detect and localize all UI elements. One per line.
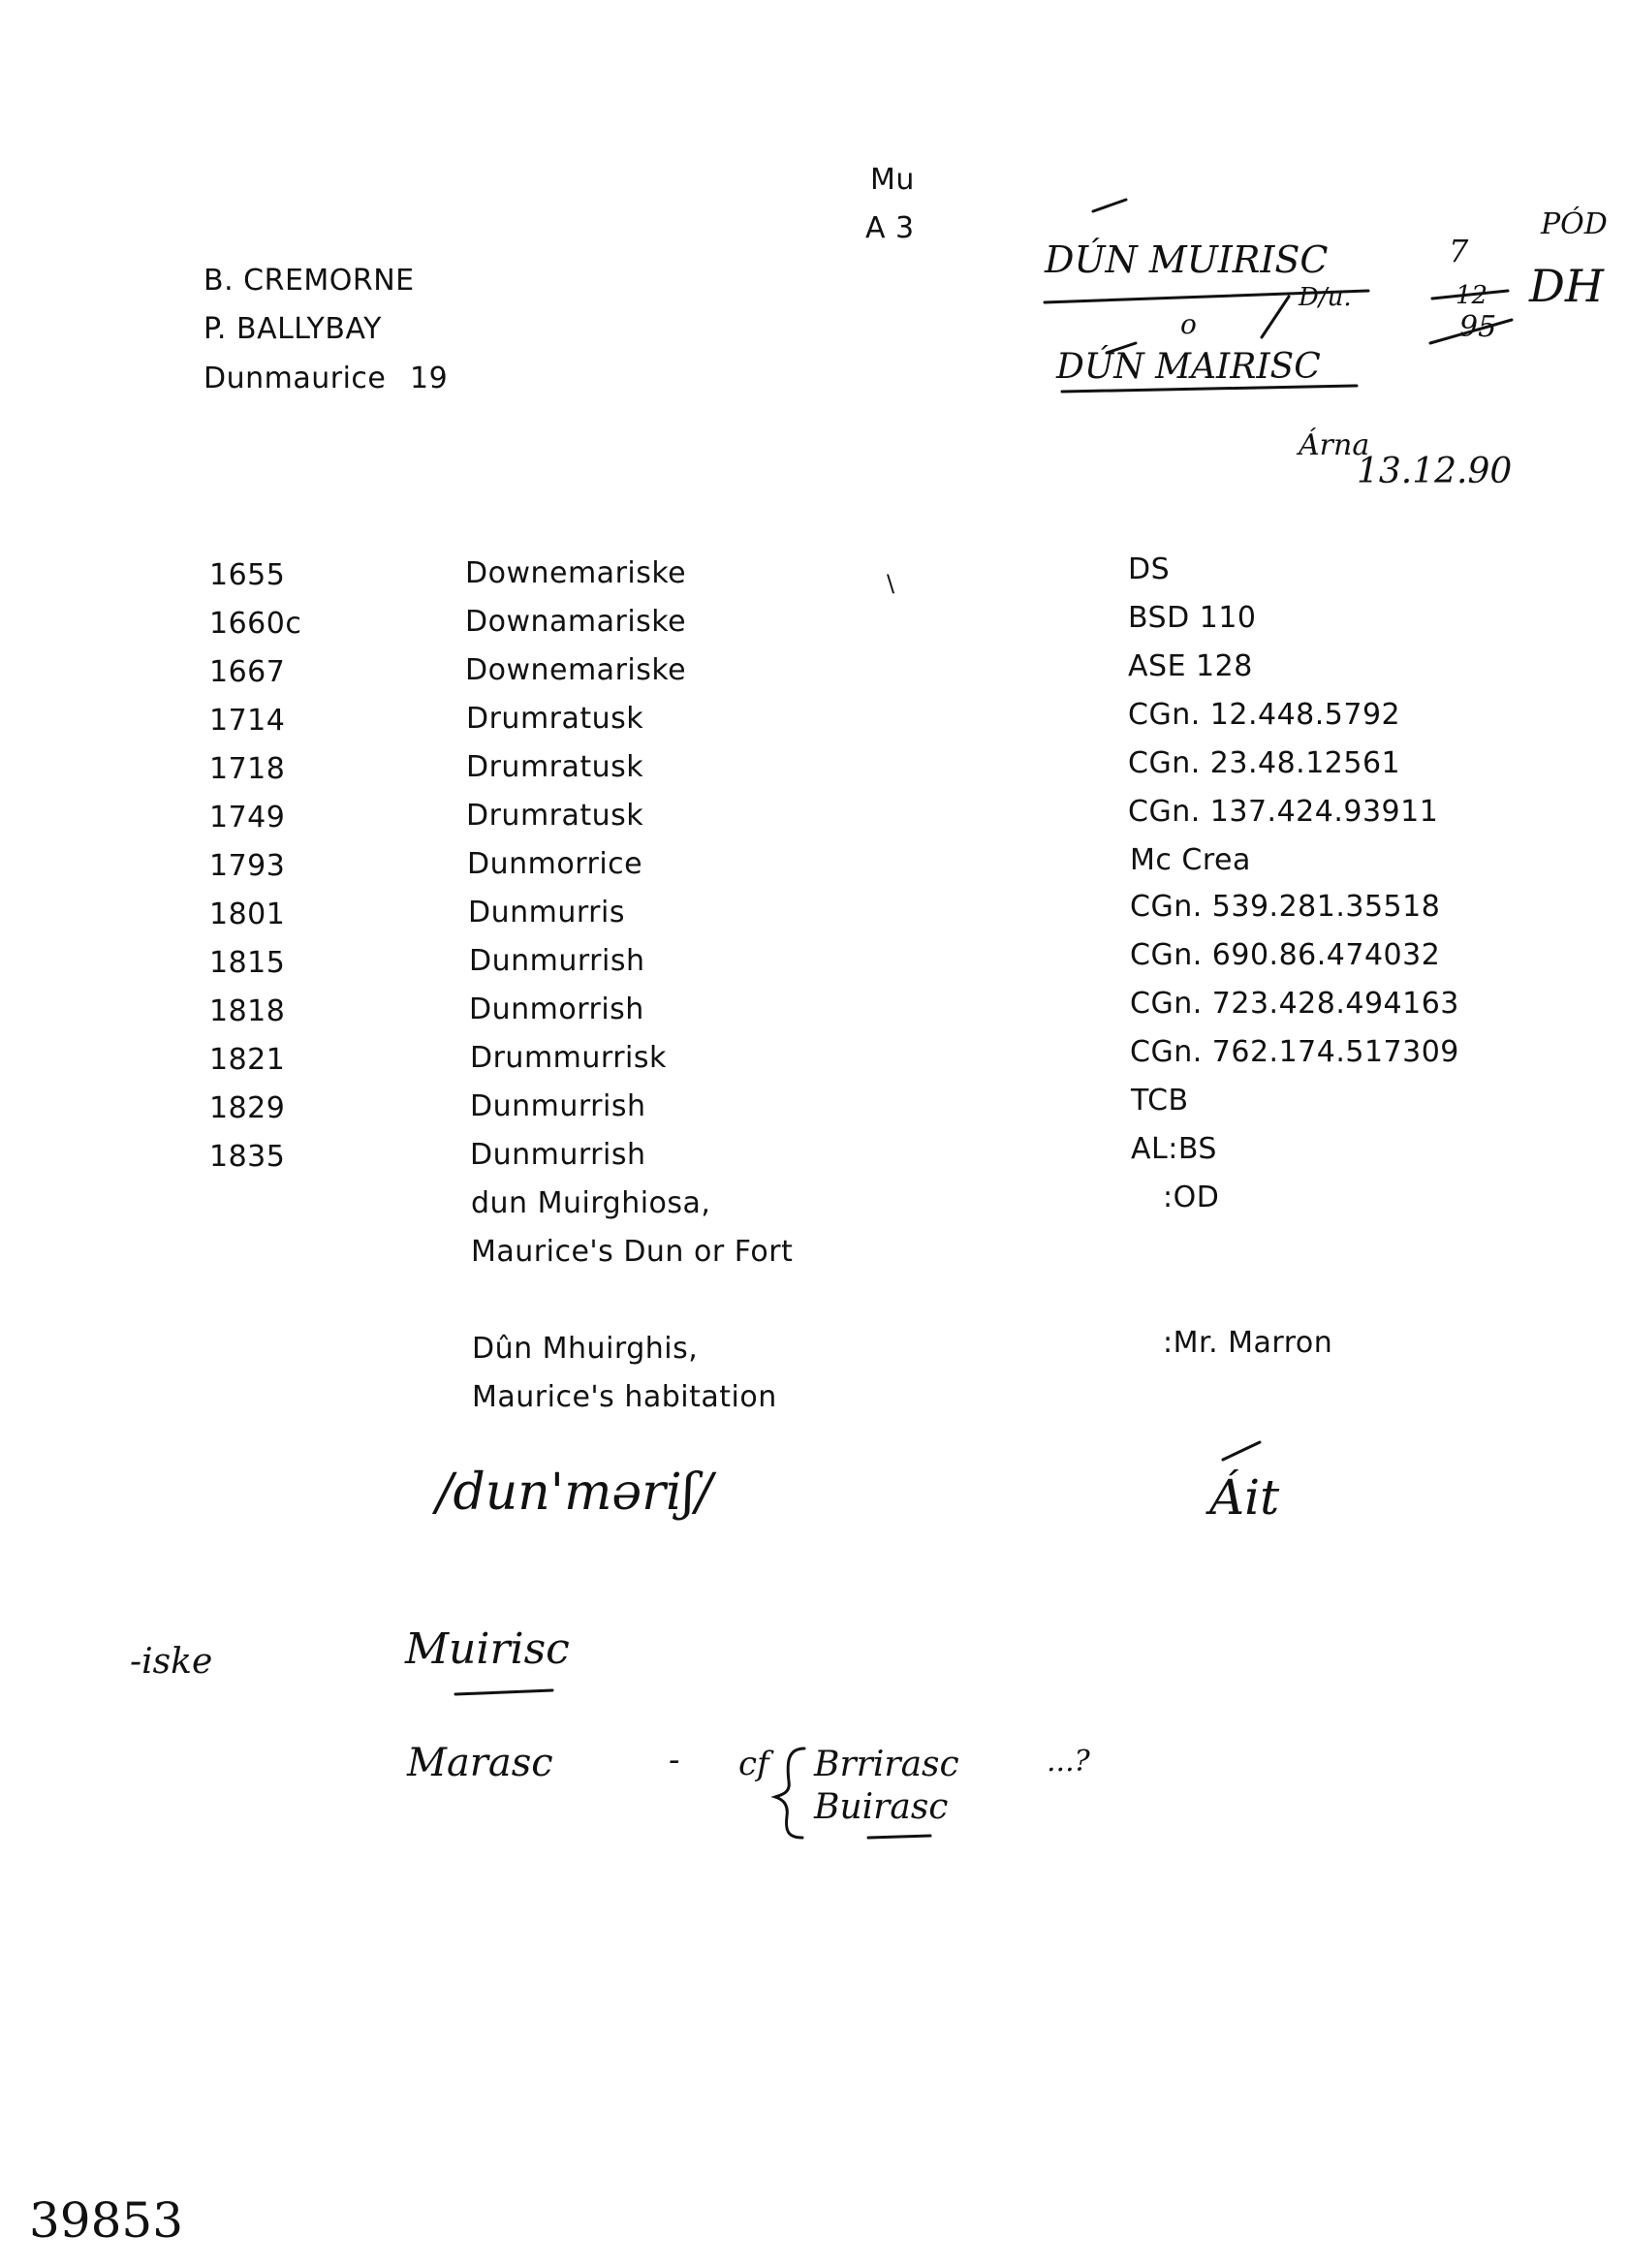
stray-mark: \ [887,570,895,597]
handwritten-query: ...? [1047,1745,1090,1779]
handwritten-fraction-mid: 12 [1456,281,1488,310]
entry-year: 1749 [209,801,286,835]
entry-form: Drummurrisk [470,1041,667,1075]
handwritten-ait: Áit [1209,1469,1280,1526]
entry-year: 1655 [209,558,286,592]
townland-number: 19 [410,362,449,395]
header-code-2: A 3 [865,211,915,245]
entry-source: BSD 110 [1128,601,1257,635]
barony-label: B. CREMORNE [204,264,415,298]
handwritten-note-du: D/u. [1299,283,1352,312]
accent-stroke [1223,1442,1260,1460]
townland-label: Dunmaurice [204,362,387,395]
entry-source: CGn. 690.86.474032 [1130,938,1441,972]
entry-year: 1818 [209,994,286,1028]
entry-source: Mc Crea [1130,843,1251,877]
entry-source: CGn. 23.48.12561 [1128,746,1401,780]
entry-year: 1714 [209,704,286,738]
parish-label: P. BALLYBAY [204,312,382,346]
handwritten-muirisc: Muirisc [405,1624,570,1674]
underline-stroke [868,1836,930,1838]
handwritten-fraction-bottom: 95 [1459,310,1497,344]
handwritten-initials: DH [1529,260,1604,312]
interpretation-source: :OD [1163,1181,1220,1214]
entry-source: CGn. 723.428.494163 [1130,987,1459,1021]
handwritten-marasc: Marasc [407,1741,553,1785]
handwritten-note-o: o [1180,308,1197,340]
interpretation-irish: dun Muirghiosa, [471,1186,711,1220]
entry-form: Downamariske [465,605,687,639]
handwritten-fraction-top: 7 [1449,233,1469,269]
entry-source: CGn. 137.424.93911 [1128,795,1439,829]
entry-year: 1815 [209,946,286,980]
entry-form: Drumratusk [466,702,644,736]
entry-form: Dunmorrice [467,847,643,881]
entry-form: Dunmurrish [469,944,645,978]
handwritten-compare-2: Buirasc [814,1787,949,1827]
entry-source: CGn. 762.174.517309 [1130,1035,1459,1069]
handwritten-date: 13.12.90 [1357,452,1513,491]
entry-form: Dunmurrish [470,1089,646,1123]
entry-source: CGn. 12.448.5792 [1128,698,1401,732]
entry-year: 1835 [209,1140,286,1174]
entry-source: DS [1128,552,1171,586]
handwritten-tag: PÓD [1541,207,1608,241]
interpretation-irish: Dûn Mhuirghis, [472,1332,699,1366]
entry-year: 1660c [209,607,302,641]
interpretation-source: :Mr. Marron [1163,1326,1333,1360]
entry-year: 1667 [209,655,286,689]
handwritten-signature: Árna [1299,428,1370,462]
handwritten-compare-1: Brrirasc [814,1745,959,1784]
entry-form: Downemariske [465,556,687,590]
handwritten-irish-name-alt: DÚN MAIRISC [1056,347,1321,387]
entry-year: 1821 [209,1043,286,1077]
entry-source: AL:BS [1131,1132,1217,1166]
handwritten-number: 39853 [29,2192,184,2249]
entry-form: Dunmurris [468,896,625,929]
entry-year: 1829 [209,1091,286,1125]
entry-source: TCB [1131,1084,1189,1118]
slash-stroke [1262,297,1289,337]
entry-form: Downemariske [465,653,687,687]
entry-year: 1718 [209,752,286,786]
entry-form: Dunmurrish [470,1138,646,1172]
header-code-1: Mu [870,163,915,197]
handwritten-irish-name: DÚN MUIRISC [1045,238,1329,281]
entry-year: 1793 [209,849,286,883]
entry-form: Drumratusk [466,799,644,833]
interpretation-english: Maurice's habitation [472,1380,777,1414]
entry-form: Drumratusk [466,750,644,784]
handwritten-cf: cf [738,1745,769,1783]
entry-source: CGn. 539.281.35518 [1130,890,1441,924]
handwritten-iske: -iske [130,1642,213,1682]
entry-source: ASE 128 [1128,649,1253,683]
accent-stroke [1093,200,1126,211]
entry-year: 1801 [209,898,286,931]
handwritten-dash: - [669,1741,680,1780]
underline-stroke [455,1690,552,1694]
brace-stroke [775,1748,804,1838]
handwritten-pronunciation: /dun'məriʃ/ [436,1464,713,1522]
interpretation-english: Maurice's Dun or Fort [471,1235,794,1269]
entry-form: Dunmorrish [469,992,644,1026]
